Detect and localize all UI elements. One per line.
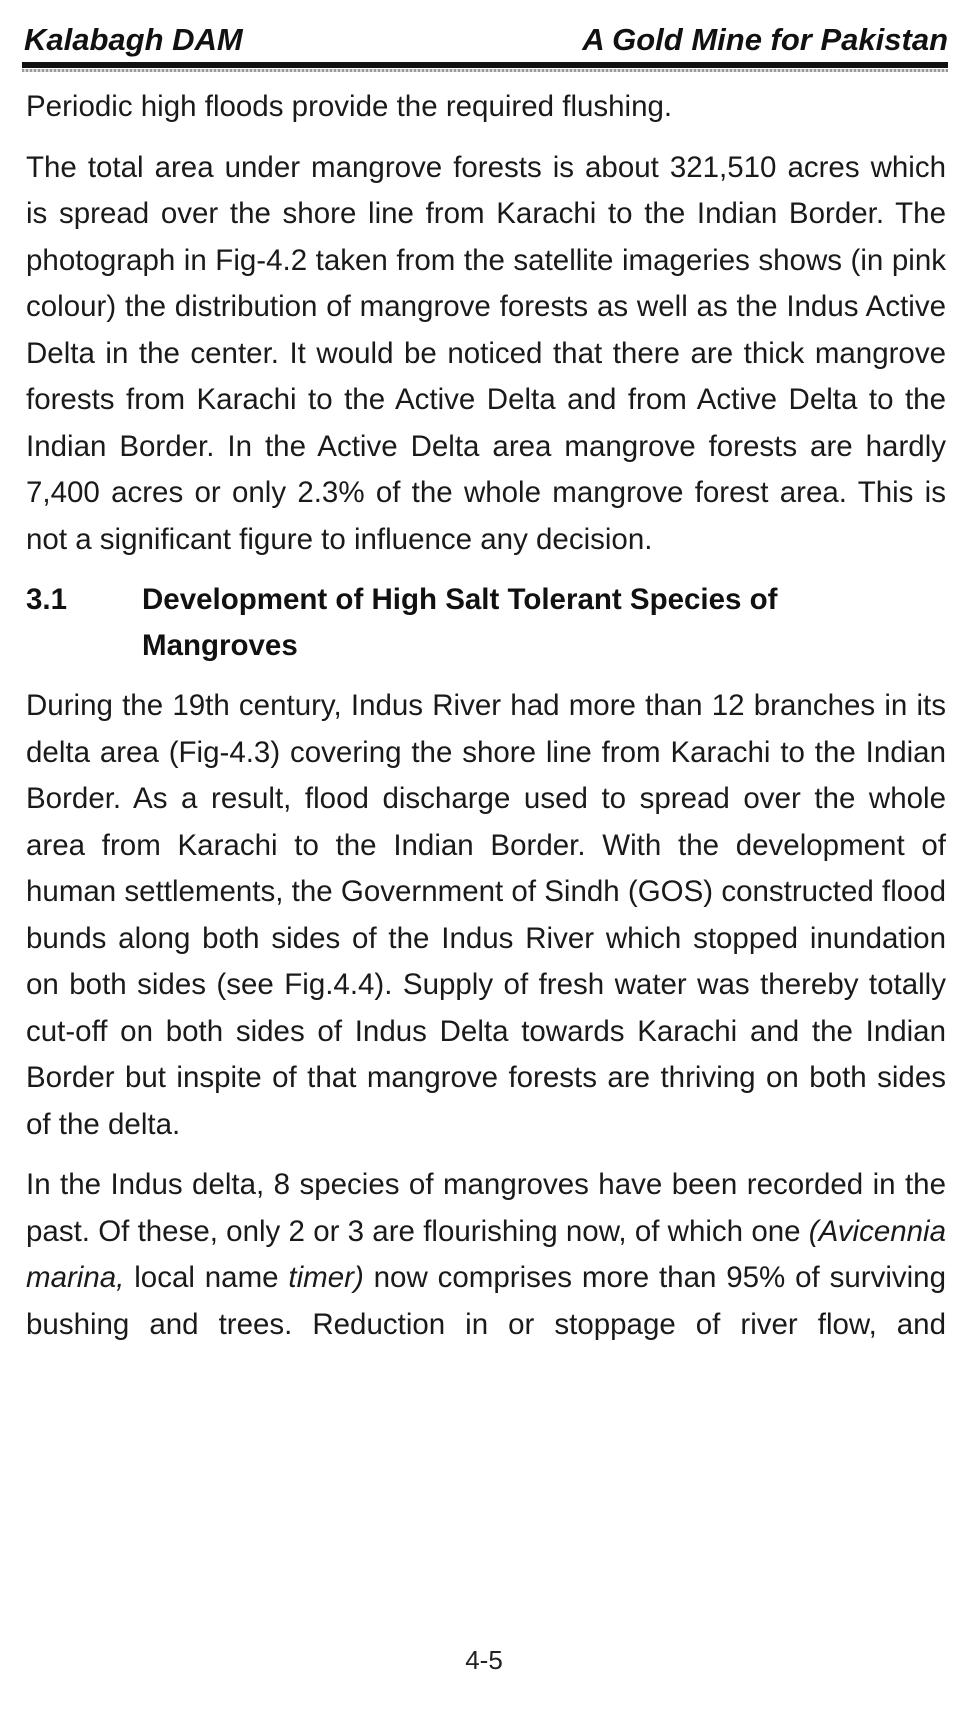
- paragraph-river-branches: During the 19th century, Indus River had more than 12 branches in its delta area (Fig-4.3) covering the shore line from Karachi to the Indian Border. As a result, flood discharge used to spread over the whole area from Karachi to the Indian Border. With the development of human settlements, the Government of Sindh (GOS) constructed flood bunds along both sides of the Indus River which stopped inundation on both sides (see Fig.4.4). Supply of fresh water was thereby totally cut-off on both sides of Indus Delta towards Karachi and the Indian Border but inspite of that mangrove forests are thriving on both sides of the delta.: [26, 689, 946, 1141]
- header-subtitle: A Gold Mine for Pakistan: [582, 22, 948, 57]
- species-text-part3: now comprises more than 95% of surviving bushing and trees. Reduction in or stoppage of river flow, and: [26, 1261, 946, 1341]
- body-text: [26, 84, 946, 1362]
- species-text-part1: In the Indus delta, 8 species of mangroves have been recorded in the past. Of these, only 2 or 3 are flourishing now, of which one: [26, 1168, 946, 1248]
- header-book-title: Kalabagh DAM: [24, 22, 243, 57]
- species-scientific-name: (Avicennia marina,: [26, 1214, 946, 1294]
- paragraph-mangrove-area: The total area under mangrove forests is about 321,510 acres which is spread over the shore line from Karachi to the Indian Border. The photograph in Fig-4.2 taken from the satellite imageries shows (in pink colour) the distribution of mangrove forests as well as the Indus Active Delta in the center. It would be noticed that there are thick mangrove forests from Karachi to the Active Delta and from Active Delta to the Indian Border. In the Active Delta area mangrove forests are hardly 7,400 acres or only 2.3% of the whole mangrove forest area. This is not a significant figure to influence any decision.: [26, 150, 946, 556]
- page-number: 4-5: [465, 1645, 503, 1675]
- species-local-name: timer): [288, 1261, 364, 1294]
- paragraph-flushing: Periodic high floods provide the required flushing.: [26, 90, 673, 123]
- header-rule-shadow: [22, 69, 948, 72]
- header-rule: [22, 62, 948, 68]
- section-heading: [26, 577, 946, 669]
- running-header: [24, 14, 948, 58]
- section-title: Development of High Salt Tolerant Species of Mangroves: [142, 583, 778, 662]
- paragraph-species: [26, 1162, 946, 1348]
- section-number: 3.1: [26, 583, 68, 616]
- species-text-part2: local name: [124, 1261, 289, 1294]
